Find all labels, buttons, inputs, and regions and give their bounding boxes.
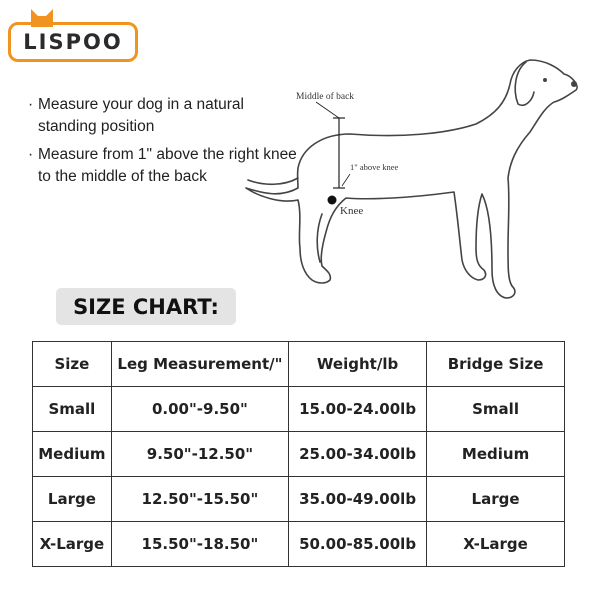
header-weight: Weight/lb bbox=[289, 342, 427, 387]
cell-leg-measurement: 15.50"-18.50" bbox=[111, 522, 288, 567]
cell-size: X-Large bbox=[33, 522, 112, 567]
cell-bridge-size: X-Large bbox=[427, 522, 565, 567]
cat-ears-icon bbox=[27, 5, 57, 29]
instruction-text: Measure your dog in a natural standing position bbox=[38, 96, 244, 135]
cell-weight: 15.00-24.00lb bbox=[289, 387, 427, 432]
cell-bridge-size: Medium bbox=[427, 432, 565, 477]
bullet-dot: · bbox=[28, 146, 34, 163]
brand-logo bbox=[8, 22, 138, 62]
bullet-dot: · bbox=[28, 96, 34, 113]
dog-nose bbox=[571, 81, 577, 87]
middle-of-back-leader bbox=[316, 102, 339, 118]
table-row bbox=[33, 477, 565, 522]
cell-weight: 35.00-49.00lb bbox=[289, 477, 427, 522]
header-bridge-size: Bridge Size bbox=[427, 342, 565, 387]
dog-eye bbox=[543, 78, 547, 82]
above-knee-leader bbox=[342, 174, 350, 186]
cell-size: Medium bbox=[33, 432, 112, 477]
knee-marker bbox=[328, 196, 337, 205]
header-leg-measurement: Leg Measurement/" bbox=[111, 342, 288, 387]
dog-ear bbox=[515, 62, 534, 105]
cell-weight: 50.00-85.00lb bbox=[289, 522, 427, 567]
table-row bbox=[33, 387, 565, 432]
dog-measurement-diagram bbox=[240, 48, 585, 308]
header-size: Size bbox=[33, 342, 112, 387]
middle-of-back-label: Middle of back bbox=[296, 92, 355, 102]
table-row bbox=[33, 432, 565, 477]
above-knee-label: 1" above knee bbox=[350, 162, 399, 172]
table-header-row bbox=[33, 342, 565, 387]
cell-bridge-size: Small bbox=[427, 387, 565, 432]
cell-weight: 25.00-34.00lb bbox=[289, 432, 427, 477]
cell-bridge-size: Large bbox=[427, 477, 565, 522]
size-chart-table bbox=[32, 341, 565, 567]
cell-leg-measurement: 0.00"-9.50" bbox=[111, 387, 288, 432]
knee-label: Knee bbox=[340, 205, 364, 217]
instruction-text: Measure from 1" above the right knee to the middle of the back bbox=[38, 146, 297, 185]
table-row bbox=[33, 522, 565, 567]
cell-size: Large bbox=[33, 477, 112, 522]
size-chart-title: SIZE CHART: bbox=[56, 288, 236, 325]
cell-leg-measurement: 9.50"-12.50" bbox=[111, 432, 288, 477]
brand-name: LISPOO bbox=[23, 30, 123, 54]
dog-tail bbox=[248, 178, 298, 184]
cell-leg-measurement: 12.50"-15.50" bbox=[111, 477, 288, 522]
cell-size: Small bbox=[33, 387, 112, 432]
